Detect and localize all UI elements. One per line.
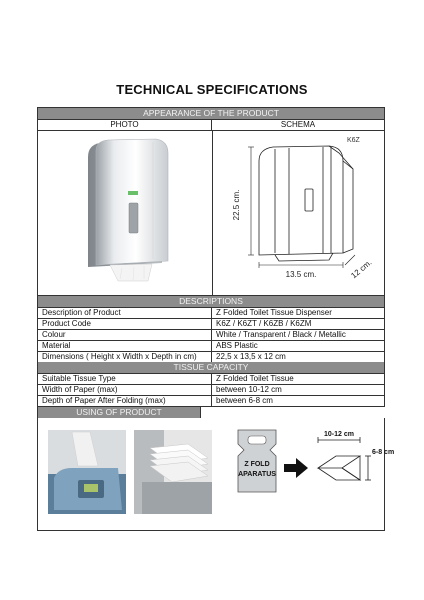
photo-cell — [38, 131, 212, 295]
desc-row-0 — [37, 307, 385, 318]
schema-header: SCHEMA — [211, 120, 384, 130]
desc-value: K6Z / K6ZT / K6ZB / K6ZM — [211, 319, 384, 329]
dispenser-photo — [38, 131, 212, 295]
dispenser-schema — [213, 131, 387, 295]
schema-width-label: 13.5 cm. — [285, 270, 317, 279]
tissue-row-2 — [37, 395, 385, 407]
desc-label: Material — [42, 341, 71, 350]
usage-band: USING OF PRODUCT — [37, 407, 201, 418]
desc-row-3 — [37, 340, 385, 351]
tissue-row-0 — [37, 373, 385, 384]
z-fold-apparatus — [238, 430, 276, 492]
apparatus-line1: Z FOLD — [244, 461, 270, 468]
schema-depth-label: 12 cm. — [349, 257, 374, 281]
model-tag: K6Z — [347, 137, 360, 144]
tissue-sheet — [110, 264, 152, 281]
tissue-value: Z Folded Toilet Tissue — [211, 374, 384, 384]
appearance-band: APPEARANCE OF THE PRODUCT — [37, 107, 385, 119]
tissue-band: TISSUE CAPACITY — [37, 362, 385, 373]
desc-label: Description of Product — [42, 308, 121, 317]
brand-badge — [128, 191, 138, 195]
desc-label: Colour — [42, 330, 66, 339]
tissue-value: between 6-8 cm — [211, 396, 384, 406]
fold-width-label: 10-12 cm — [324, 431, 354, 438]
loading-photo — [48, 430, 126, 514]
photo-header: PHOTO — [110, 120, 139, 129]
tissue-value: between 10-12 cm — [211, 385, 384, 395]
tissue-label: Width of Paper (max) — [42, 385, 118, 394]
apparatus-line2: APARATUS — [238, 471, 276, 478]
desc-row-2 — [37, 329, 385, 340]
desc-value: 22,5 x 13,5 x 12 cm — [211, 352, 384, 362]
desc-row-4 — [37, 351, 385, 362]
usage-panel — [37, 418, 395, 531]
spec-sheet — [37, 107, 395, 531]
schema-height-label: 22.5 cm. — [232, 189, 241, 221]
desc-value: White / Transparent / Black / Metallic — [211, 330, 384, 340]
descriptions-band: DESCRIPTIONS — [37, 296, 385, 307]
page-title: TECHNICAL SPECIFICATIONS — [116, 82, 308, 97]
tissue-label: Suitable Tissue Type — [42, 374, 116, 383]
desc-label: Dimensions ( Height x Width x Depth in cm) — [42, 352, 197, 361]
level-window — [129, 203, 138, 233]
fold-depth-label: 6-8 cm — [372, 449, 395, 456]
desc-row-1 — [37, 318, 385, 329]
right-arrow-icon — [284, 458, 308, 478]
schema-cell — [212, 131, 385, 295]
tissue-label: Depth of Paper After Folding (max) — [42, 396, 166, 405]
appearance-images — [37, 130, 385, 296]
appearance-header-row — [37, 119, 385, 130]
desc-label: Product Code — [42, 319, 91, 328]
desc-value: ABS Plastic — [211, 341, 384, 351]
tissue-row-1 — [37, 384, 385, 395]
z-fold-diagram — [318, 437, 371, 480]
usage-illustrations — [38, 418, 395, 530]
desc-value: Z Folded Toilet Tissue Dispenser — [211, 308, 384, 318]
tissue-stack-photo — [134, 430, 212, 514]
